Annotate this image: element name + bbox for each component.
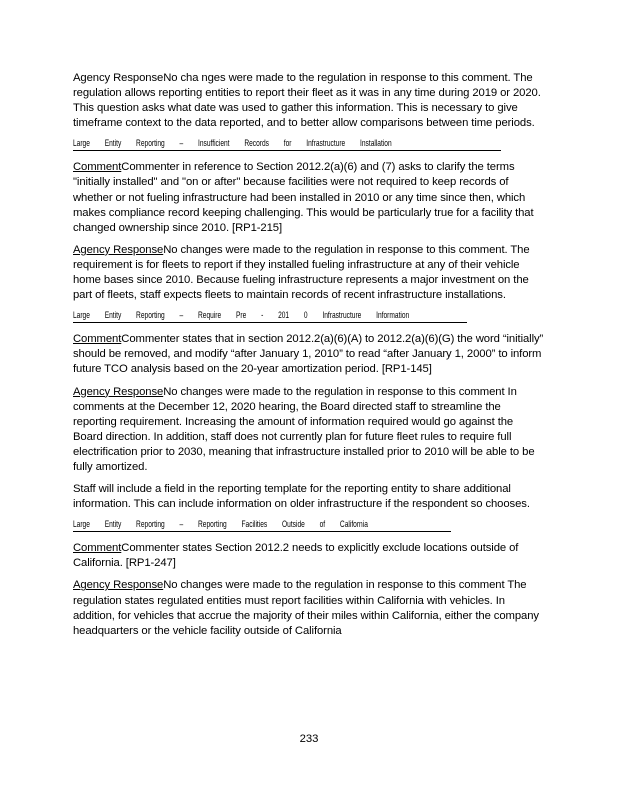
agency-response-lead: Agency Response	[73, 72, 164, 84]
paragraph-text: Commenter in reference to Section 2012.2(a)(6) and (7) asks to clarify the terms "initially installed" and "on or after" because facilities were not required to keep records of whether or not fueling infrastructure had been installed in 2010 or any time since then, which makes compliance record keeping challenging. This would be particularly true for a facility that changed ownership since 2010. [RP1-215]	[73, 161, 534, 234]
section-heading-outside-california	[73, 519, 545, 532]
paragraph-text: No changes were made to the regulation in response to this comment The regulation states regulated entities must report facilities within California with vehicles. In addition, for vehicles that accrue the majority of their miles within California, either the company headquarters or the vehicle facility outside of California	[73, 579, 539, 637]
agency-response-lead: Agency Response	[73, 385, 164, 398]
agency-response-lead: Agency Response	[73, 243, 164, 256]
agency-response-paragraph-2	[73, 243, 545, 303]
heading-underline	[73, 322, 467, 323]
section-heading-pre-2010-infrastructure	[73, 310, 545, 323]
paragraph-text: No changes were made to the regulation in response to this comment In comments at the December 12, 2020 hearing, the Board directed staff to streamline the reporting requirement. Increasing the amount of information required would go against the Board direction. In addition, staff does not currently plan for future fleet rules to require full electrification prior to 2030, meaning that infrastructure installed prior to 2010 will be able to be fully amortized.	[73, 385, 535, 473]
heading-text: Large Entity Reporting – Insufficient Records for Infrastructure Installation	[73, 138, 392, 149]
section-heading-insufficient-records	[73, 138, 545, 151]
document-body	[73, 71, 545, 646]
heading-text: Large Entity Reporting – Require Pre - 201 0 Infrastructure Information	[73, 310, 410, 321]
comment-lead: Comment	[73, 161, 122, 174]
agency-response-lead: Agency Response	[73, 579, 164, 592]
page-number: 233	[299, 733, 319, 745]
comment-paragraph-1	[73, 160, 545, 235]
agency-response-paragraph-1	[73, 71, 545, 131]
heading-underline	[73, 150, 501, 151]
heading-underline	[73, 531, 451, 532]
comment-paragraph-2	[73, 332, 545, 377]
comment-paragraph-3	[73, 541, 545, 571]
comment-lead: Comment	[73, 333, 122, 346]
paragraph-text: No cha nges were made to the regulation in response to this comment. The regulation allows reporting entities to report their fleet as it was in any time during 2019 or 2020. This question asks what date was used to gather this information. This is necessary to give timeframe context to the data reported, and to better allow comparisons between time periods.	[73, 72, 541, 130]
paragraph-text: No changes were made to the regulation in response to this comment. The requirement is for fleets to report if they installed fueling infrastructure at any of their vehicle home bases since 2010. Because fueling infrastructure represents a major investment on the part of fleets, staff expects fleets to maintain records of recent infrastructure installations.	[73, 243, 530, 302]
agency-response-paragraph-3	[73, 385, 545, 476]
agency-response-paragraph-4	[73, 578, 545, 638]
paragraph-text: Commenter states that in section 2012.2(a)(6)(A) to 2012.2(a)(6)(G) the word “initially” should be removed, and modify “after January 1, 2010” to read “after January 1, 2000” to inform future TCO analysis based on the 20-year amortization period. [RP1-145]	[73, 333, 544, 376]
heading-text: Large Entity Reporting – Reporting Facilities Outside of California	[73, 519, 368, 530]
paragraph-text: Staff will include a field in the reporting template for the reporting entity to share additional information. This can include information on older infrastructure if the respondent so chooses.	[73, 483, 530, 511]
staff-note-paragraph	[73, 482, 545, 512]
comment-lead: Comment	[73, 542, 122, 555]
paragraph-text: Commenter states Section 2012.2 needs to explicitly exclude locations outside of California. [RP1-247]	[73, 542, 519, 570]
